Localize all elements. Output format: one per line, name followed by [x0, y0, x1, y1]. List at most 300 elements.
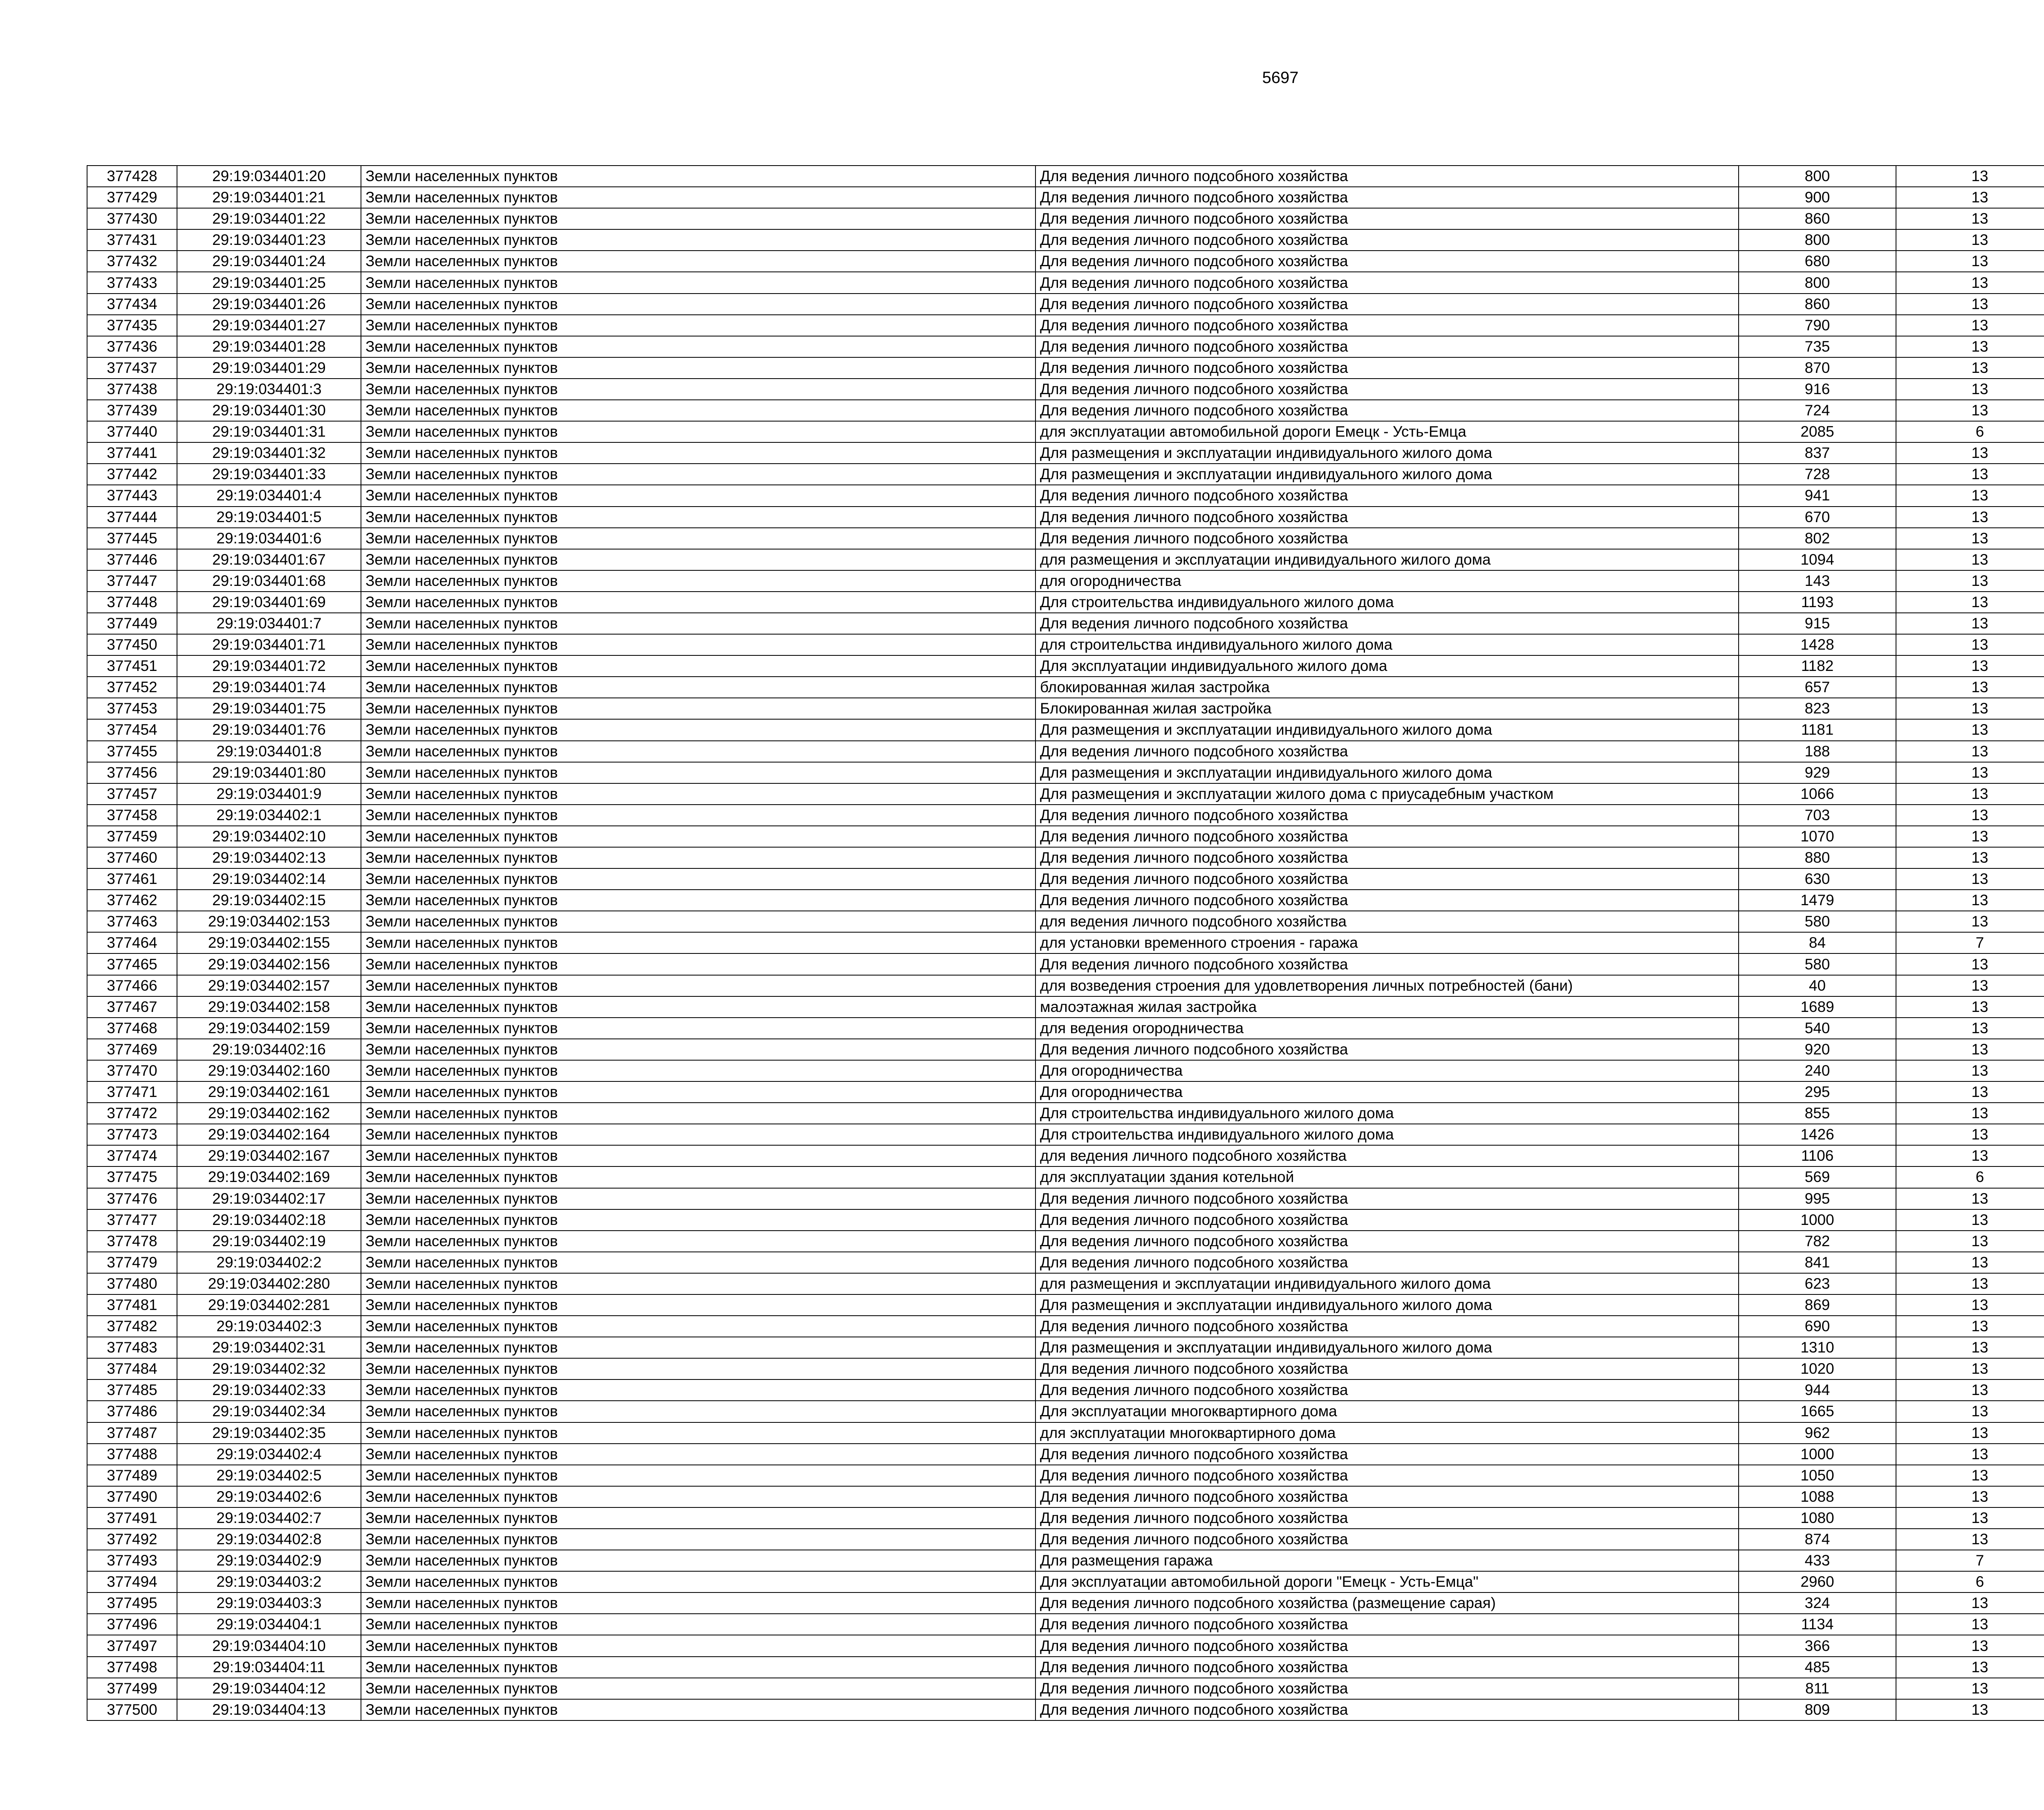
table-row — [87, 890, 2044, 911]
plot-id-cell: 377447 — [87, 570, 177, 592]
plot-id-cell: 377450 — [87, 634, 177, 655]
group-cell: 13 — [1896, 379, 2044, 400]
cadastral-number-cell: 29:19:034401:74 — [177, 677, 361, 698]
cadastral-number-cell: 29:19:034401:75 — [177, 698, 361, 719]
cadastral-number-cell: 29:19:034401:28 — [177, 336, 361, 357]
area-cell: 1310 — [1739, 1337, 1896, 1358]
cadastral-number-cell: 29:19:034401:72 — [177, 655, 361, 677]
plot-id-cell: 377469 — [87, 1039, 177, 1060]
permitted-use-cell: Для ведения личного подсобного хозяйства — [1035, 336, 1739, 357]
plot-id-cell: 377492 — [87, 1529, 177, 1550]
cadastral-number-cell: 29:19:034402:16 — [177, 1039, 361, 1060]
group-cell: 6 — [1896, 1166, 2044, 1188]
land-category-cell: Земли населенных пунктов — [361, 1358, 1035, 1379]
area-cell: 1050 — [1739, 1465, 1896, 1486]
cadastral-number-cell: 29:19:034402:1 — [177, 805, 361, 826]
land-category-cell: Земли населенных пунктов — [361, 1657, 1035, 1678]
area-cell: 580 — [1739, 953, 1896, 975]
table-row — [87, 1465, 2044, 1486]
land-category-cell: Земли населенных пунктов — [361, 975, 1035, 996]
area-cell: 569 — [1739, 1166, 1896, 1188]
plot-id-cell: 377455 — [87, 741, 177, 762]
area-cell: 1106 — [1739, 1145, 1896, 1166]
permitted-use-cell: для ведения огородничества — [1035, 1018, 1739, 1039]
plot-id-cell: 377486 — [87, 1401, 177, 1422]
land-category-cell: Земли населенных пунктов — [361, 1018, 1035, 1039]
group-cell: 13 — [1896, 1039, 2044, 1060]
group-cell: 13 — [1896, 1124, 2044, 1145]
plot-id-cell: 377491 — [87, 1507, 177, 1529]
permitted-use-cell: Для строительства индивидуального жилого дома — [1035, 592, 1739, 613]
land-category-cell: Земли населенных пунктов — [361, 932, 1035, 953]
plot-id-cell: 377463 — [87, 911, 177, 932]
permitted-use-cell: Для ведения личного подсобного хозяйства — [1035, 1614, 1739, 1635]
cadastral-number-cell: 29:19:034401:32 — [177, 442, 361, 464]
table-row — [87, 507, 2044, 528]
plot-id-cell: 377439 — [87, 400, 177, 421]
land-category-cell: Земли населенных пунктов — [361, 1103, 1035, 1124]
table-row — [87, 1614, 2044, 1635]
area-cell: 841 — [1739, 1252, 1896, 1273]
cadastral-number-cell: 29:19:034402:157 — [177, 975, 361, 996]
permitted-use-cell: Для ведения личного подсобного хозяйства — [1035, 890, 1739, 911]
permitted-use-cell: Для ведения личного подсобного хозяйства (размещение сарая) — [1035, 1592, 1739, 1614]
plot-id-cell: 377468 — [87, 1018, 177, 1039]
table-row — [87, 634, 2044, 655]
cadastral-number-cell: 29:19:034402:3 — [177, 1316, 361, 1337]
group-cell: 7 — [1896, 1550, 2044, 1571]
cadastral-number-cell: 29:19:034404:11 — [177, 1657, 361, 1678]
permitted-use-cell: Для размещения и эксплуатации индивидуального жилого дома — [1035, 464, 1739, 485]
land-category-cell: Земли населенных пунктов — [361, 485, 1035, 506]
plot-id-cell: 377467 — [87, 996, 177, 1018]
table-row — [87, 1379, 2044, 1401]
land-category-cell: Земли населенных пунктов — [361, 613, 1035, 634]
group-cell: 13 — [1896, 1060, 2044, 1081]
group-cell: 13 — [1896, 826, 2044, 847]
cadastral-number-cell: 29:19:034402:9 — [177, 1550, 361, 1571]
group-cell: 13 — [1896, 762, 2044, 783]
land-category-cell: Земли населенных пунктов — [361, 996, 1035, 1018]
table-row — [87, 677, 2044, 698]
land-category-cell: Земли населенных пунктов — [361, 208, 1035, 229]
table-row — [87, 1401, 2044, 1422]
plot-id-cell: 377430 — [87, 208, 177, 229]
plot-id-cell: 377461 — [87, 868, 177, 890]
plot-id-cell: 377438 — [87, 379, 177, 400]
cadastral-number-cell: 29:19:034402:8 — [177, 1529, 361, 1550]
permitted-use-cell: Для огородничества — [1035, 1081, 1739, 1103]
cadastral-number-cell: 29:19:034402:164 — [177, 1124, 361, 1145]
plot-id-cell: 377478 — [87, 1231, 177, 1252]
area-cell: 703 — [1739, 805, 1896, 826]
land-category-cell: Земли населенных пунктов — [361, 294, 1035, 315]
permitted-use-cell: Для ведения личного подсобного хозяйства — [1035, 528, 1739, 549]
area-cell: 724 — [1739, 400, 1896, 421]
plot-id-cell: 377445 — [87, 528, 177, 549]
plot-id-cell: 377498 — [87, 1657, 177, 1678]
area-cell: 366 — [1739, 1635, 1896, 1656]
table-row — [87, 315, 2044, 336]
plot-id-cell: 377440 — [87, 421, 177, 442]
plot-id-cell: 377480 — [87, 1273, 177, 1294]
area-cell: 920 — [1739, 1039, 1896, 1060]
group-cell: 13 — [1896, 592, 2044, 613]
table-row — [87, 1657, 2044, 1678]
plot-id-cell: 377499 — [87, 1678, 177, 1699]
group-cell: 13 — [1896, 442, 2044, 464]
group-cell: 13 — [1896, 251, 2044, 272]
land-category-cell: Земли населенных пунктов — [361, 783, 1035, 805]
cadastral-number-cell: 29:19:034401:5 — [177, 507, 361, 528]
group-cell: 13 — [1896, 1614, 2044, 1635]
land-category-cell: Земли населенных пунктов — [361, 1188, 1035, 1209]
area-cell: 915 — [1739, 613, 1896, 634]
permitted-use-cell: Для ведения личного подсобного хозяйства — [1035, 272, 1739, 293]
permitted-use-cell: Для ведения личного подсобного хозяйства — [1035, 1486, 1739, 1507]
table-row — [87, 1039, 2044, 1060]
plot-id-cell: 377437 — [87, 357, 177, 379]
group-cell: 13 — [1896, 187, 2044, 208]
table-row — [87, 1018, 2044, 1039]
land-category-cell: Земли населенных пунктов — [361, 336, 1035, 357]
cadastral-number-cell: 29:19:034401:8 — [177, 741, 361, 762]
plot-id-cell: 377465 — [87, 953, 177, 975]
area-cell: 880 — [1739, 847, 1896, 868]
permitted-use-cell: Для ведения личного подсобного хозяйства — [1035, 953, 1739, 975]
land-category-cell: Земли населенных пунктов — [361, 1060, 1035, 1081]
table-row — [87, 442, 2044, 464]
permitted-use-cell: для эксплуатации многоквартирного дома — [1035, 1422, 1739, 1444]
area-cell: 1182 — [1739, 655, 1896, 677]
group-cell: 13 — [1896, 868, 2044, 890]
table-row — [87, 655, 2044, 677]
table-row — [87, 272, 2044, 293]
table-row — [87, 1486, 2044, 1507]
group-cell: 13 — [1896, 783, 2044, 805]
cadastral-number-cell: 29:19:034402:35 — [177, 1422, 361, 1444]
table-row — [87, 1550, 2044, 1571]
permitted-use-cell: Для ведения личного подсобного хозяйства — [1035, 315, 1739, 336]
group-cell: 13 — [1896, 613, 2044, 634]
group-cell: 13 — [1896, 1209, 2044, 1231]
cadastral-number-cell: 29:19:034404:10 — [177, 1635, 361, 1656]
permitted-use-cell: Для ведения личного подсобного хозяйства — [1035, 1039, 1739, 1060]
permitted-use-cell: Для ведения личного подсобного хозяйства — [1035, 805, 1739, 826]
permitted-use-cell: для эксплуатации автомобильной дороги Емецк - Усть-Емца — [1035, 421, 1739, 442]
table-row — [87, 1316, 2044, 1337]
permitted-use-cell: для возведения строения для удовлетворения личных потребностей (бани) — [1035, 975, 1739, 996]
plot-id-cell: 377487 — [87, 1422, 177, 1444]
cadastral-number-cell: 29:19:034402:159 — [177, 1018, 361, 1039]
plot-id-cell: 377482 — [87, 1316, 177, 1337]
land-category-cell: Земли населенных пунктов — [361, 1678, 1035, 1699]
area-cell: 657 — [1739, 677, 1896, 698]
land-category-cell: Земли населенных пунктов — [361, 442, 1035, 464]
permitted-use-cell: Для ведения личного подсобного хозяйства — [1035, 1379, 1739, 1401]
plot-id-cell: 377471 — [87, 1081, 177, 1103]
table-row — [87, 953, 2044, 975]
area-cell: 782 — [1739, 1231, 1896, 1252]
table-row — [87, 1145, 2044, 1166]
permitted-use-cell: Для ведения личного подсобного хозяйства — [1035, 294, 1739, 315]
table-row — [87, 783, 2044, 805]
land-category-cell: Земли населенных пунктов — [361, 1401, 1035, 1422]
land-category-cell: Земли населенных пунктов — [361, 1379, 1035, 1401]
land-category-cell: Земли населенных пунктов — [361, 1166, 1035, 1188]
plot-id-cell: 377460 — [87, 847, 177, 868]
table-row — [87, 251, 2044, 272]
land-category-cell: Земли населенных пунктов — [361, 251, 1035, 272]
cadastral-number-cell: 29:19:034401:80 — [177, 762, 361, 783]
cadastral-number-cell: 29:19:034402:2 — [177, 1252, 361, 1273]
area-cell: 690 — [1739, 1316, 1896, 1337]
plot-id-cell: 377454 — [87, 719, 177, 740]
land-category-cell: Земли населенных пунктов — [361, 1209, 1035, 1231]
plot-id-cell: 377470 — [87, 1060, 177, 1081]
plot-id-cell: 377443 — [87, 485, 177, 506]
table-row — [87, 570, 2044, 592]
land-category-cell: Земли населенных пунктов — [361, 421, 1035, 442]
cadastral-number-cell: 29:19:034401:31 — [177, 421, 361, 442]
group-cell: 13 — [1896, 1188, 2044, 1209]
plot-id-cell: 377472 — [87, 1103, 177, 1124]
plot-id-cell: 377456 — [87, 762, 177, 783]
plot-id-cell: 377435 — [87, 315, 177, 336]
area-cell: 630 — [1739, 868, 1896, 890]
cadastral-number-cell: 29:19:034404:13 — [177, 1699, 361, 1720]
plot-id-cell: 377485 — [87, 1379, 177, 1401]
cadastral-number-cell: 29:19:034401:25 — [177, 272, 361, 293]
plot-id-cell: 377466 — [87, 975, 177, 996]
plot-id-cell: 377481 — [87, 1294, 177, 1316]
permitted-use-cell: Для размещения и эксплуатации индивидуального жилого дома — [1035, 762, 1739, 783]
permitted-use-cell: Для ведения личного подсобного хозяйства — [1035, 1188, 1739, 1209]
table-row — [87, 1188, 2044, 1209]
area-cell: 540 — [1739, 1018, 1896, 1039]
table-row — [87, 528, 2044, 549]
land-category-cell: Земли населенных пунктов — [361, 1507, 1035, 1529]
group-cell: 13 — [1896, 1635, 2044, 1656]
area-cell: 680 — [1739, 251, 1896, 272]
land-category-cell: Земли населенных пунктов — [361, 911, 1035, 932]
cadastral-number-cell: 29:19:034402:169 — [177, 1166, 361, 1188]
area-cell: 1426 — [1739, 1124, 1896, 1145]
land-category-cell: Земли населенных пунктов — [361, 1635, 1035, 1656]
permitted-use-cell: Для ведения личного подсобного хозяйства — [1035, 847, 1739, 868]
permitted-use-cell: Для ведения личного подсобного хозяйства — [1035, 187, 1739, 208]
land-category-cell: Земли населенных пунктов — [361, 1422, 1035, 1444]
group-cell: 13 — [1896, 1465, 2044, 1486]
table-row — [87, 932, 2044, 953]
area-cell: 240 — [1739, 1060, 1896, 1081]
area-cell: 40 — [1739, 975, 1896, 996]
group-cell: 13 — [1896, 1699, 2044, 1720]
permitted-use-cell: Для ведения личного подсобного хозяйства — [1035, 1358, 1739, 1379]
area-cell: 623 — [1739, 1273, 1896, 1294]
area-cell: 811 — [1739, 1678, 1896, 1699]
permitted-use-cell: Для ведения личного подсобного хозяйства — [1035, 741, 1739, 762]
plot-id-cell: 377458 — [87, 805, 177, 826]
permitted-use-cell: Для ведения личного подсобного хозяйства — [1035, 379, 1739, 400]
table-row — [87, 719, 2044, 740]
cadastral-number-cell: 29:19:034402:34 — [177, 1401, 361, 1422]
permitted-use-cell: Для ведения личного подсобного хозяйства — [1035, 1635, 1739, 1656]
area-cell: 2960 — [1739, 1571, 1896, 1592]
land-category-cell: Земли населенных пунктов — [361, 1273, 1035, 1294]
cadastral-number-cell: 29:19:034402:6 — [177, 1486, 361, 1507]
group-cell: 13 — [1896, 1529, 2044, 1550]
plot-id-cell: 377483 — [87, 1337, 177, 1358]
table-row — [87, 1358, 2044, 1379]
table-row — [87, 1124, 2044, 1145]
table-row — [87, 549, 2044, 570]
cadastral-number-cell: 29:19:034402:167 — [177, 1145, 361, 1166]
area-cell: 1428 — [1739, 634, 1896, 655]
plot-id-cell: 377474 — [87, 1145, 177, 1166]
cadastral-number-cell: 29:19:034401:21 — [177, 187, 361, 208]
land-category-cell: Земли населенных пунктов — [361, 1039, 1035, 1060]
table-row — [87, 1507, 2044, 1529]
cadastral-number-cell: 29:19:034402:281 — [177, 1294, 361, 1316]
group-cell: 13 — [1896, 229, 2044, 251]
permitted-use-cell: Для ведения личного подсобного хозяйства — [1035, 1699, 1739, 1720]
group-cell: 13 — [1896, 1103, 2044, 1124]
group-cell: 13 — [1896, 315, 2044, 336]
land-category-cell: Земли населенных пунктов — [361, 570, 1035, 592]
cadastral-number-cell: 29:19:034401:26 — [177, 294, 361, 315]
permitted-use-cell: Для огородничества — [1035, 1060, 1739, 1081]
cadastral-number-cell: 29:19:034402:33 — [177, 1379, 361, 1401]
table-row — [87, 336, 2044, 357]
permitted-use-cell: Для ведения личного подсобного хозяйства — [1035, 613, 1739, 634]
cadastral-number-cell: 29:19:034402:18 — [177, 1209, 361, 1231]
permitted-use-cell: Для строительства индивидуального жилого дома — [1035, 1124, 1739, 1145]
cadastral-number-cell: 29:19:034402:7 — [177, 1507, 361, 1529]
area-cell: 1020 — [1739, 1358, 1896, 1379]
area-cell: 433 — [1739, 1550, 1896, 1571]
permitted-use-cell: Для ведения личного подсобного хозяйства — [1035, 1465, 1739, 1486]
land-category-cell: Земли населенных пунктов — [361, 953, 1035, 975]
area-cell: 143 — [1739, 570, 1896, 592]
group-cell: 13 — [1896, 953, 2044, 975]
permitted-use-cell: Для ведения личного подсобного хозяйства — [1035, 826, 1739, 847]
table-row — [87, 1103, 2044, 1124]
cadastral-number-cell: 29:19:034402:13 — [177, 847, 361, 868]
permitted-use-cell: Блокированная жилая застройка — [1035, 698, 1739, 719]
cadastral-number-cell: 29:19:034401:24 — [177, 251, 361, 272]
area-cell: 802 — [1739, 528, 1896, 549]
plot-id-cell: 377444 — [87, 507, 177, 528]
cadastral-number-cell: 29:19:034402:156 — [177, 953, 361, 975]
table-row — [87, 1252, 2044, 1273]
plot-id-cell: 377497 — [87, 1635, 177, 1656]
land-category-cell: Земли населенных пунктов — [361, 592, 1035, 613]
land-category-cell: Земли населенных пунктов — [361, 677, 1035, 698]
plot-id-cell: 377446 — [87, 549, 177, 570]
group-cell: 13 — [1896, 400, 2044, 421]
land-category-cell: Земли населенных пунктов — [361, 698, 1035, 719]
cadastral-number-cell: 29:19:034402:155 — [177, 932, 361, 953]
table-row — [87, 208, 2044, 229]
cadastral-number-cell: 29:19:034402:5 — [177, 1465, 361, 1486]
table-row — [87, 868, 2044, 890]
plot-id-cell: 377475 — [87, 1166, 177, 1188]
area-cell: 900 — [1739, 187, 1896, 208]
table-row — [87, 1273, 2044, 1294]
area-cell: 580 — [1739, 911, 1896, 932]
table-row — [87, 996, 2044, 1018]
permitted-use-cell: для ведения личного подсобного хозяйства — [1035, 1145, 1739, 1166]
group-cell: 13 — [1896, 890, 2044, 911]
group-cell: 13 — [1896, 996, 2044, 1018]
land-category-cell: Земли населенных пунктов — [361, 1529, 1035, 1550]
area-cell: 874 — [1739, 1529, 1896, 1550]
land-category-cell: Земли населенных пунктов — [361, 1081, 1035, 1103]
group-cell: 6 — [1896, 421, 2044, 442]
group-cell: 13 — [1896, 1273, 2044, 1294]
area-cell: 324 — [1739, 1592, 1896, 1614]
group-cell: 13 — [1896, 1657, 2044, 1678]
area-cell: 84 — [1739, 932, 1896, 953]
plot-id-cell: 377451 — [87, 655, 177, 677]
permitted-use-cell: для строительства индивидуального жилого дома — [1035, 634, 1739, 655]
land-category-cell: Земли населенных пунктов — [361, 1486, 1035, 1507]
land-category-cell: Земли населенных пунктов — [361, 1571, 1035, 1592]
group-cell: 13 — [1896, 336, 2044, 357]
group-cell: 13 — [1896, 294, 2044, 315]
table-row — [87, 1081, 2044, 1103]
land-category-cell: Земли населенных пунктов — [361, 507, 1035, 528]
table-row — [87, 1592, 2044, 1614]
cadastral-number-cell: 29:19:034401:27 — [177, 315, 361, 336]
table-row — [87, 294, 2044, 315]
table-row — [87, 1571, 2044, 1592]
group-cell: 13 — [1896, 719, 2044, 740]
table-row — [87, 1699, 2044, 1720]
plot-id-cell: 377494 — [87, 1571, 177, 1592]
permitted-use-cell: малоэтажная жилая застройка — [1035, 996, 1739, 1018]
group-cell: 13 — [1896, 847, 2044, 868]
group-cell: 13 — [1896, 1507, 2044, 1529]
land-category-cell: Земли населенных пунктов — [361, 890, 1035, 911]
plot-id-cell: 377493 — [87, 1550, 177, 1571]
cadastral-number-cell: 29:19:034402:158 — [177, 996, 361, 1018]
land-category-cell: Земли населенных пунктов — [361, 1145, 1035, 1166]
table-row — [87, 1231, 2044, 1252]
permitted-use-cell: для установки временного строения - гаража — [1035, 932, 1739, 953]
plot-id-cell: 377428 — [87, 166, 177, 187]
land-category-cell: Земли населенных пунктов — [361, 1252, 1035, 1273]
cadastral-number-cell: 29:19:034402:19 — [177, 1231, 361, 1252]
area-cell: 860 — [1739, 208, 1896, 229]
land-category-cell: Земли населенных пунктов — [361, 1550, 1035, 1571]
group-cell: 13 — [1896, 507, 2044, 528]
cadastral-number-cell: 29:19:034402:4 — [177, 1444, 361, 1465]
area-cell: 1080 — [1739, 1507, 1896, 1529]
cadastral-number-cell: 29:19:034402:161 — [177, 1081, 361, 1103]
permitted-use-cell: для ведения личного подсобного хозяйства — [1035, 911, 1739, 932]
table-row — [87, 826, 2044, 847]
cadastral-number-cell: 29:19:034402:153 — [177, 911, 361, 932]
group-cell: 13 — [1896, 911, 2044, 932]
area-cell: 735 — [1739, 336, 1896, 357]
land-category-cell: Земли населенных пунктов — [361, 166, 1035, 187]
cadastral-number-cell: 29:19:034402:14 — [177, 868, 361, 890]
area-cell: 790 — [1739, 315, 1896, 336]
group-cell: 13 — [1896, 208, 2044, 229]
permitted-use-cell: Для строительства индивидуального жилого дома — [1035, 1103, 1739, 1124]
